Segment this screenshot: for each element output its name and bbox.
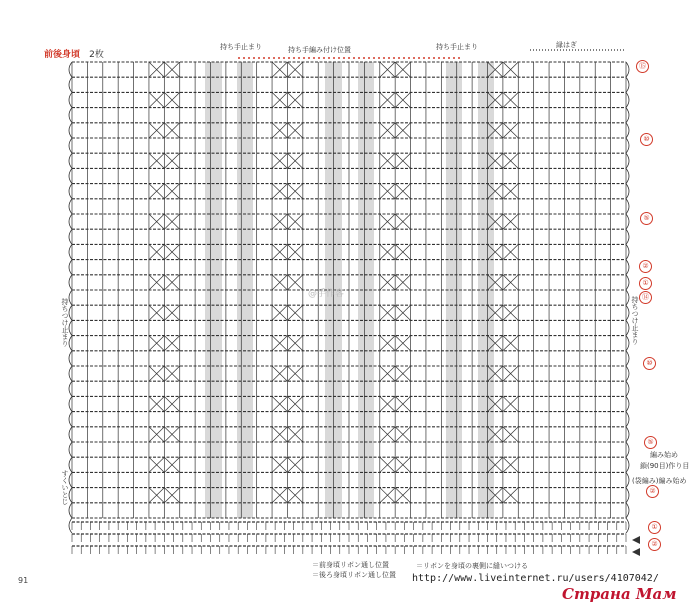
cross-stitch (149, 366, 164, 381)
row-mark-1: ① (639, 277, 652, 290)
cross-stitch (395, 184, 410, 199)
cross-stitch (272, 457, 287, 472)
cross-stitch (164, 184, 179, 199)
cross-stitch (503, 336, 518, 351)
cross-stitch (503, 457, 518, 472)
turning-arc-right (626, 62, 629, 77)
cross-stitch (149, 123, 164, 138)
cross-stitch (149, 184, 164, 199)
turning-arc-left (69, 457, 72, 472)
turning-arc-right (626, 351, 629, 366)
turning-arc-right (626, 503, 629, 518)
legend-back: ＝後ろ身頃リボン通し位置 (312, 571, 396, 579)
cross-stitch (272, 427, 287, 442)
legend-front: ＝前身頃リボン通し位置 (312, 561, 389, 569)
row-mark-1b: ① (648, 521, 661, 534)
cross-stitch (287, 184, 302, 199)
cross-stitch (287, 62, 302, 77)
cross-stitch (380, 153, 395, 168)
turning-arc-right (626, 457, 629, 472)
note-start: 編み始め (650, 451, 678, 459)
cross-stitch (164, 62, 179, 77)
turning-arc-left (69, 503, 72, 518)
cross-stitch (164, 336, 179, 351)
turning-arc-left (69, 92, 72, 107)
turning-arc-left (69, 108, 72, 123)
turning-arc-right (626, 184, 629, 199)
cross-stitch (395, 153, 410, 168)
turning-arc-left (69, 518, 72, 533)
turning-arc-right (626, 320, 629, 335)
cross-stitch (395, 244, 410, 259)
top-label-center: 持ち手編み付け位置 (288, 46, 351, 54)
turning-arc-left (69, 214, 72, 229)
cross-stitch (164, 214, 179, 229)
cross-stitch (164, 305, 179, 320)
cross-stitch (395, 275, 410, 290)
turning-arc-left (69, 366, 72, 381)
cross-stitch (380, 305, 395, 320)
cross-stitch (272, 62, 287, 77)
cross-stitch (395, 396, 410, 411)
turning-arc-left (69, 305, 72, 320)
cross-stitch (164, 92, 179, 107)
cross-stitch (395, 305, 410, 320)
turning-arc-right (626, 518, 629, 533)
cross-stitch (149, 427, 164, 442)
chart-title-text: 前後身頃 (44, 50, 81, 60)
top-label-right: 持ち手止まり (436, 43, 478, 51)
cross-stitch (287, 275, 302, 290)
cross-stitch (503, 153, 518, 168)
turning-arc-left (69, 153, 72, 168)
cross-stitch (380, 488, 395, 503)
cross-stitch (395, 123, 410, 138)
cross-stitch (287, 214, 302, 229)
cross-stitch (380, 427, 395, 442)
cross-stitch (395, 92, 410, 107)
cross-stitch (380, 62, 395, 77)
cross-stitch (503, 62, 518, 77)
turning-arc-left (69, 229, 72, 244)
cross-stitch (380, 336, 395, 351)
row-mark-2c: ② (648, 538, 661, 551)
turning-arc-left (69, 290, 72, 305)
cross-stitch (149, 396, 164, 411)
cross-stitch (380, 92, 395, 107)
cross-stitch (149, 92, 164, 107)
cross-stitch (395, 488, 410, 503)
cross-stitch (149, 457, 164, 472)
turning-arc-left (69, 138, 72, 153)
turning-arc-right (626, 442, 629, 457)
turning-arc-left (69, 123, 72, 138)
cross-stitch (380, 396, 395, 411)
top-label-left: 持ち手止まり (220, 43, 262, 51)
turning-arc-right (626, 412, 629, 427)
cross-stitch (380, 184, 395, 199)
page-number: 91 (18, 576, 29, 585)
turning-arc-right (626, 381, 629, 396)
cross-stitch (287, 396, 302, 411)
cross-stitch (149, 214, 164, 229)
cross-stitch (287, 153, 302, 168)
turning-arc-left (69, 427, 72, 442)
cross-stitch (164, 366, 179, 381)
turning-arc-left (69, 472, 72, 487)
cross-stitch (272, 153, 287, 168)
turning-arc-right (626, 396, 629, 411)
cross-stitch (395, 336, 410, 351)
turning-arc-right (626, 244, 629, 259)
cross-stitch (272, 275, 287, 290)
cross-stitch (503, 427, 518, 442)
top-label-border: 縁はぎ (556, 41, 577, 49)
turning-arc-left (69, 442, 72, 457)
turning-arc-right (626, 260, 629, 275)
cross-stitch (272, 366, 287, 381)
turning-arc-right (626, 427, 629, 442)
turning-arc-left (69, 412, 72, 427)
cross-stitch (395, 366, 410, 381)
cross-stitch (503, 214, 518, 229)
turning-arc-right (626, 168, 629, 183)
cross-stitch (503, 305, 518, 320)
cross-stitch (380, 123, 395, 138)
cross-stitch (287, 457, 302, 472)
side-label-right-mid: 持ちつけ止まり (631, 296, 639, 345)
cross-stitch (149, 62, 164, 77)
cross-stitch (164, 123, 179, 138)
row-mark-2: ② (639, 260, 652, 273)
turning-arc-left (69, 244, 72, 259)
cross-stitch (287, 92, 302, 107)
cross-stitch (380, 366, 395, 381)
side-label-left-upper: 持ちつけ止まり (61, 298, 69, 347)
cross-stitch (287, 488, 302, 503)
turning-arc-right (626, 77, 629, 92)
cross-stitch (380, 275, 395, 290)
cross-stitch (164, 396, 179, 411)
turning-arc-right (626, 472, 629, 487)
cross-stitch (149, 275, 164, 290)
cross-stitch (164, 275, 179, 290)
turning-arc-left (69, 260, 72, 275)
cross-stitch (380, 244, 395, 259)
cross-stitch (272, 92, 287, 107)
row-mark-15: ⑮ (636, 60, 649, 73)
turning-arc-left (69, 199, 72, 214)
turning-arc-right (626, 229, 629, 244)
turning-arc-left (69, 336, 72, 351)
cross-stitch (503, 366, 518, 381)
turning-arc-left (69, 320, 72, 335)
watermark: @手作客 (308, 289, 345, 299)
cross-stitch (287, 427, 302, 442)
source-url[interactable]: http://www.liveinternet.ru/users/4107042/ (412, 573, 659, 584)
turning-arc-right (626, 199, 629, 214)
cross-stitch (149, 153, 164, 168)
note-chain: 鎖(90目)作り目 (640, 462, 690, 470)
cross-stitch (287, 244, 302, 259)
turning-arc-right (626, 108, 629, 123)
legend-sew: ＝リボンを身頃の裏側に縫いつける (416, 562, 528, 570)
turning-arc-left (69, 168, 72, 183)
cross-stitch (395, 427, 410, 442)
cross-stitch (272, 396, 287, 411)
cross-stitch (272, 488, 287, 503)
cross-stitch (272, 214, 287, 229)
cross-stitch (149, 244, 164, 259)
cross-stitch (503, 92, 518, 107)
turning-arc-right (626, 366, 629, 381)
cross-stitch (272, 336, 287, 351)
cross-stitch (164, 153, 179, 168)
cross-stitch (272, 123, 287, 138)
cross-stitch (149, 305, 164, 320)
brand-logo: Страна Мам (562, 585, 677, 603)
turning-arc-right (626, 153, 629, 168)
cross-stitch (164, 244, 179, 259)
piece-count: 2枚 (89, 50, 104, 60)
cross-stitch (395, 214, 410, 229)
cross-stitch (395, 457, 410, 472)
cross-stitch (164, 488, 179, 503)
cross-stitch (272, 305, 287, 320)
turning-arc-left (69, 381, 72, 396)
cross-stitch (503, 184, 518, 199)
turning-arc-left (69, 62, 72, 77)
cross-stitch (503, 275, 518, 290)
turning-arc-right (626, 275, 629, 290)
side-label-left-lower: すくいとじ (61, 470, 69, 505)
turning-arc-left (69, 488, 72, 503)
cross-stitch (380, 214, 395, 229)
turning-arc-right (626, 138, 629, 153)
row-mark-5b: ⑤ (644, 436, 657, 449)
cross-stitch (272, 244, 287, 259)
row-mark-10: ⑩ (640, 133, 653, 146)
note-bag-start: (袋編み)編み始め (632, 477, 687, 485)
start-arrow (632, 536, 640, 544)
cross-stitch (149, 488, 164, 503)
turning-arc-right (626, 336, 629, 351)
cross-stitch (164, 457, 179, 472)
turning-arc-left (69, 275, 72, 290)
cross-stitch (380, 457, 395, 472)
cross-stitch (164, 427, 179, 442)
cross-stitch (503, 244, 518, 259)
cross-stitch (149, 336, 164, 351)
row-mark-10b: ⑩ (643, 357, 656, 370)
cross-stitch (503, 488, 518, 503)
turning-arc-right (626, 488, 629, 503)
turning-arc-right (626, 290, 629, 305)
start-arrow (632, 548, 640, 556)
row-mark-14: ⑭ (639, 291, 652, 304)
turning-arc-right (626, 305, 629, 320)
cross-stitch (287, 305, 302, 320)
row-mark-2b: ② (646, 485, 659, 498)
row-mark-5: ⑤ (640, 212, 653, 225)
turning-arc-left (69, 351, 72, 366)
turning-arc-right (626, 92, 629, 107)
cross-stitch (395, 62, 410, 77)
turning-arc-right (626, 214, 629, 229)
cross-stitch (272, 184, 287, 199)
cross-stitch (503, 396, 518, 411)
turning-arc-left (69, 77, 72, 92)
cross-stitch (287, 336, 302, 351)
turning-arc-right (626, 123, 629, 138)
cross-stitch (287, 123, 302, 138)
cross-stitch (503, 123, 518, 138)
cross-stitch (287, 366, 302, 381)
turning-arc-left (69, 396, 72, 411)
turning-arc-left (69, 184, 72, 199)
